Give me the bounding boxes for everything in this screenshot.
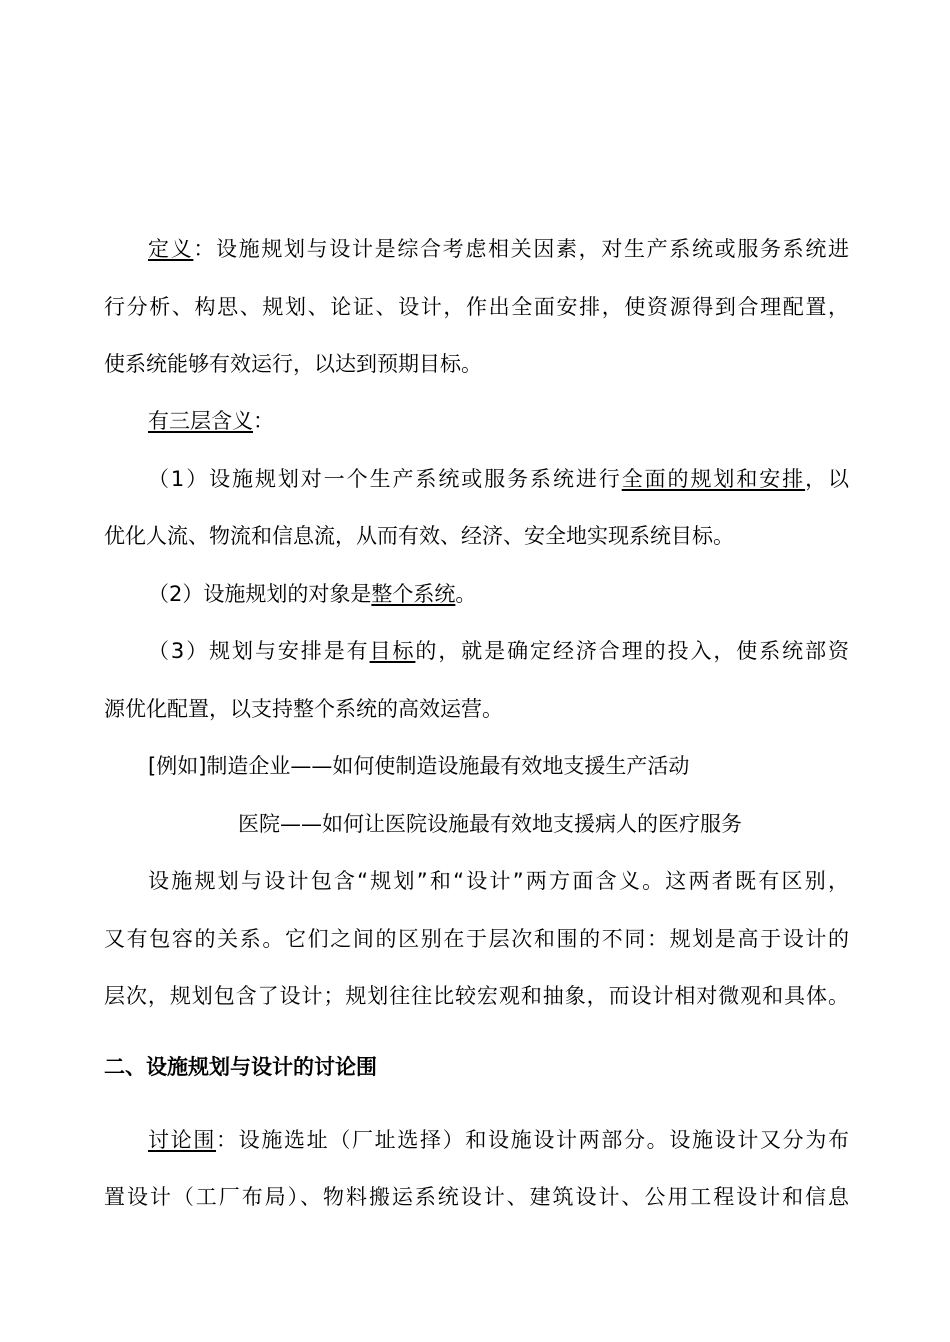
item-2-suffix: 。 [455, 582, 477, 606]
item-1-line-2: 优化人流、物流和信息流，从而有效、经济、安全地实现系统目标。 [104, 524, 734, 548]
item-2-line [148, 579, 849, 609]
item-1-prefix: （1）设施规划对一个生产系统或服务系统进行 [148, 467, 622, 491]
item-2-prefix: （2）设施规划的对象是 [148, 582, 372, 606]
three-meanings-colon: ： [253, 409, 274, 433]
planning-design-line-1: 设施规划与设计包含“规划”和“设计”两方面含义。这两者既有区别， [148, 869, 849, 893]
item-2-underlined: 整个系统 [371, 582, 456, 606]
definition-line-1 [148, 234, 849, 264]
three-meanings-heading [148, 406, 849, 436]
scope-label: 讨论围 [148, 1128, 216, 1152]
item-3-suffix: 的，就是确定经济合理的投入，使系统部资 [415, 639, 849, 663]
scope-line-1 [148, 1125, 849, 1155]
item-3-line-1 [148, 636, 849, 666]
item-3-line-2: 源优化配置，以支持整个系统的高效运营。 [104, 697, 503, 721]
scope-text: ：设施选址（厂址选择）和设施设计两部分。设施设计又分为布 [216, 1128, 849, 1152]
section-2-heading: 二、设施规划与设计的讨论围 [104, 1055, 377, 1079]
definition-text: ：设施规划与设计是综合考虑相关因素，对生产系统或服务系统进 [193, 237, 850, 261]
definition-line-2: 行分析、构思、规划、论证、设计，作出全面安排，使资源得到合理配置， [104, 295, 849, 319]
item-1-suffix: ，以 [805, 467, 850, 491]
planning-design-line-3: 层次，规划包含了设计；规划往往比较宏观和抽象，而设计相对微观和具体。 [104, 984, 849, 1008]
definition-line-3: 使系统能够有效运行，以达到预期目标。 [104, 352, 482, 376]
planning-design-line-2: 又有包容的关系。它们之间的区别在于层次和围的不同：规划是高于设计的 [104, 927, 849, 951]
item-1-underlined: 全面的规划和安排 [621, 467, 806, 491]
example-line-1: [例如]制造企业——如何使制造设施最有效地支援生产活动 [148, 754, 690, 778]
three-meanings-label: 有三层含义 [148, 409, 253, 433]
definition-label: 定义 [148, 237, 194, 261]
scope-line-2: 置设计（工厂布局）、物料搬运系统设计、建筑设计、公用工程设计和信息 [104, 1185, 849, 1209]
example-line-2: 医院——如何让医院设施最有效地支援病人的医疗服务 [238, 812, 742, 836]
item-3-underlined: 目标 [369, 639, 416, 663]
item-1-line-1 [148, 464, 849, 494]
item-3-prefix: （3）规划与安排是有 [148, 639, 370, 663]
